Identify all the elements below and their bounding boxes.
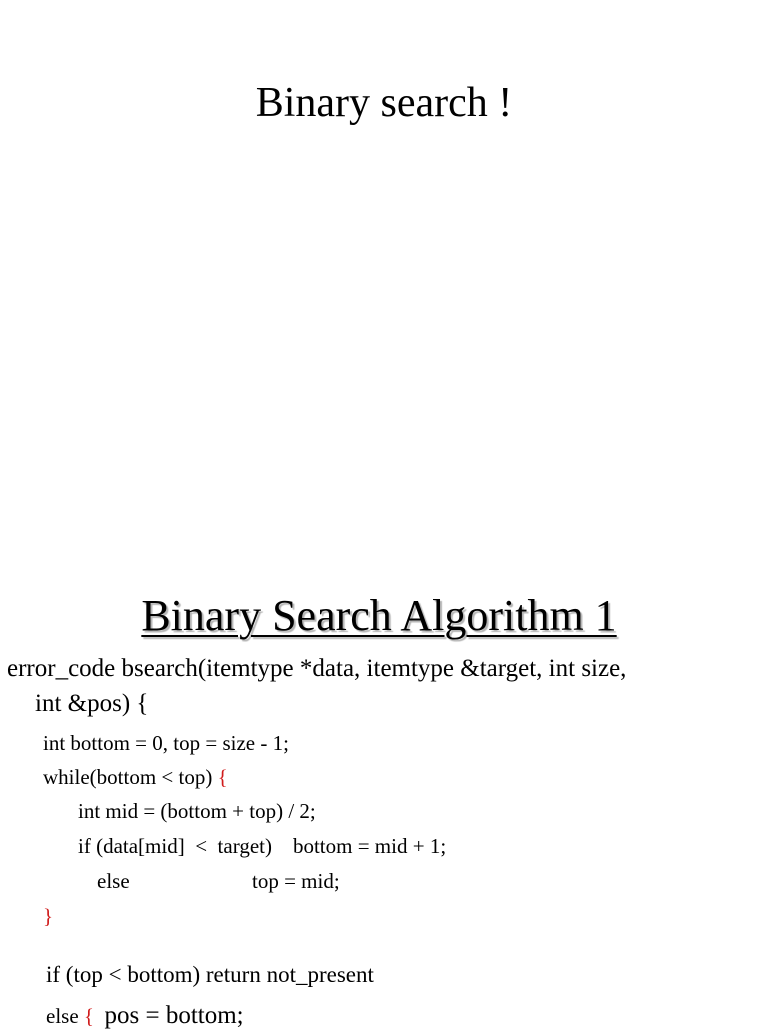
code-line-if-not-present: if (top < bottom) return not_present [46,962,374,987]
code-line-while [43,762,228,792]
code-else-assign: top = mid; [252,869,340,893]
code-pos-assign: pos = bottom; [104,1002,244,1029]
code-else-open-brace: { [83,1004,94,1028]
code-else-head: else [46,1004,84,1028]
code-while-close-brace: } [43,904,54,928]
code-while-head: while(bottom < top) [43,765,218,789]
slide-title: Binary search ! [255,80,513,126]
code-line-init: int bottom = 0, top = size - 1; [43,731,289,755]
code-signature-line-1: error_code bsearch(itemtype *data, itemtype &target, int size, [7,655,627,682]
slide-title: Binary Search Algorithm 1 [141,591,617,640]
slide-binary-search-algorithm [0,560,768,1029]
code-line-mid: int mid = (bottom + top) / 2; [78,799,316,823]
code-signature-line-2: int &pos) { [35,690,149,717]
code-line-if: if (data[mid] < target) bottom = mid + 1; [78,834,447,858]
code-while-open-brace: { [217,765,228,789]
code-line-else-pos [46,1001,244,1031]
code-else-keyword: else [97,869,130,893]
